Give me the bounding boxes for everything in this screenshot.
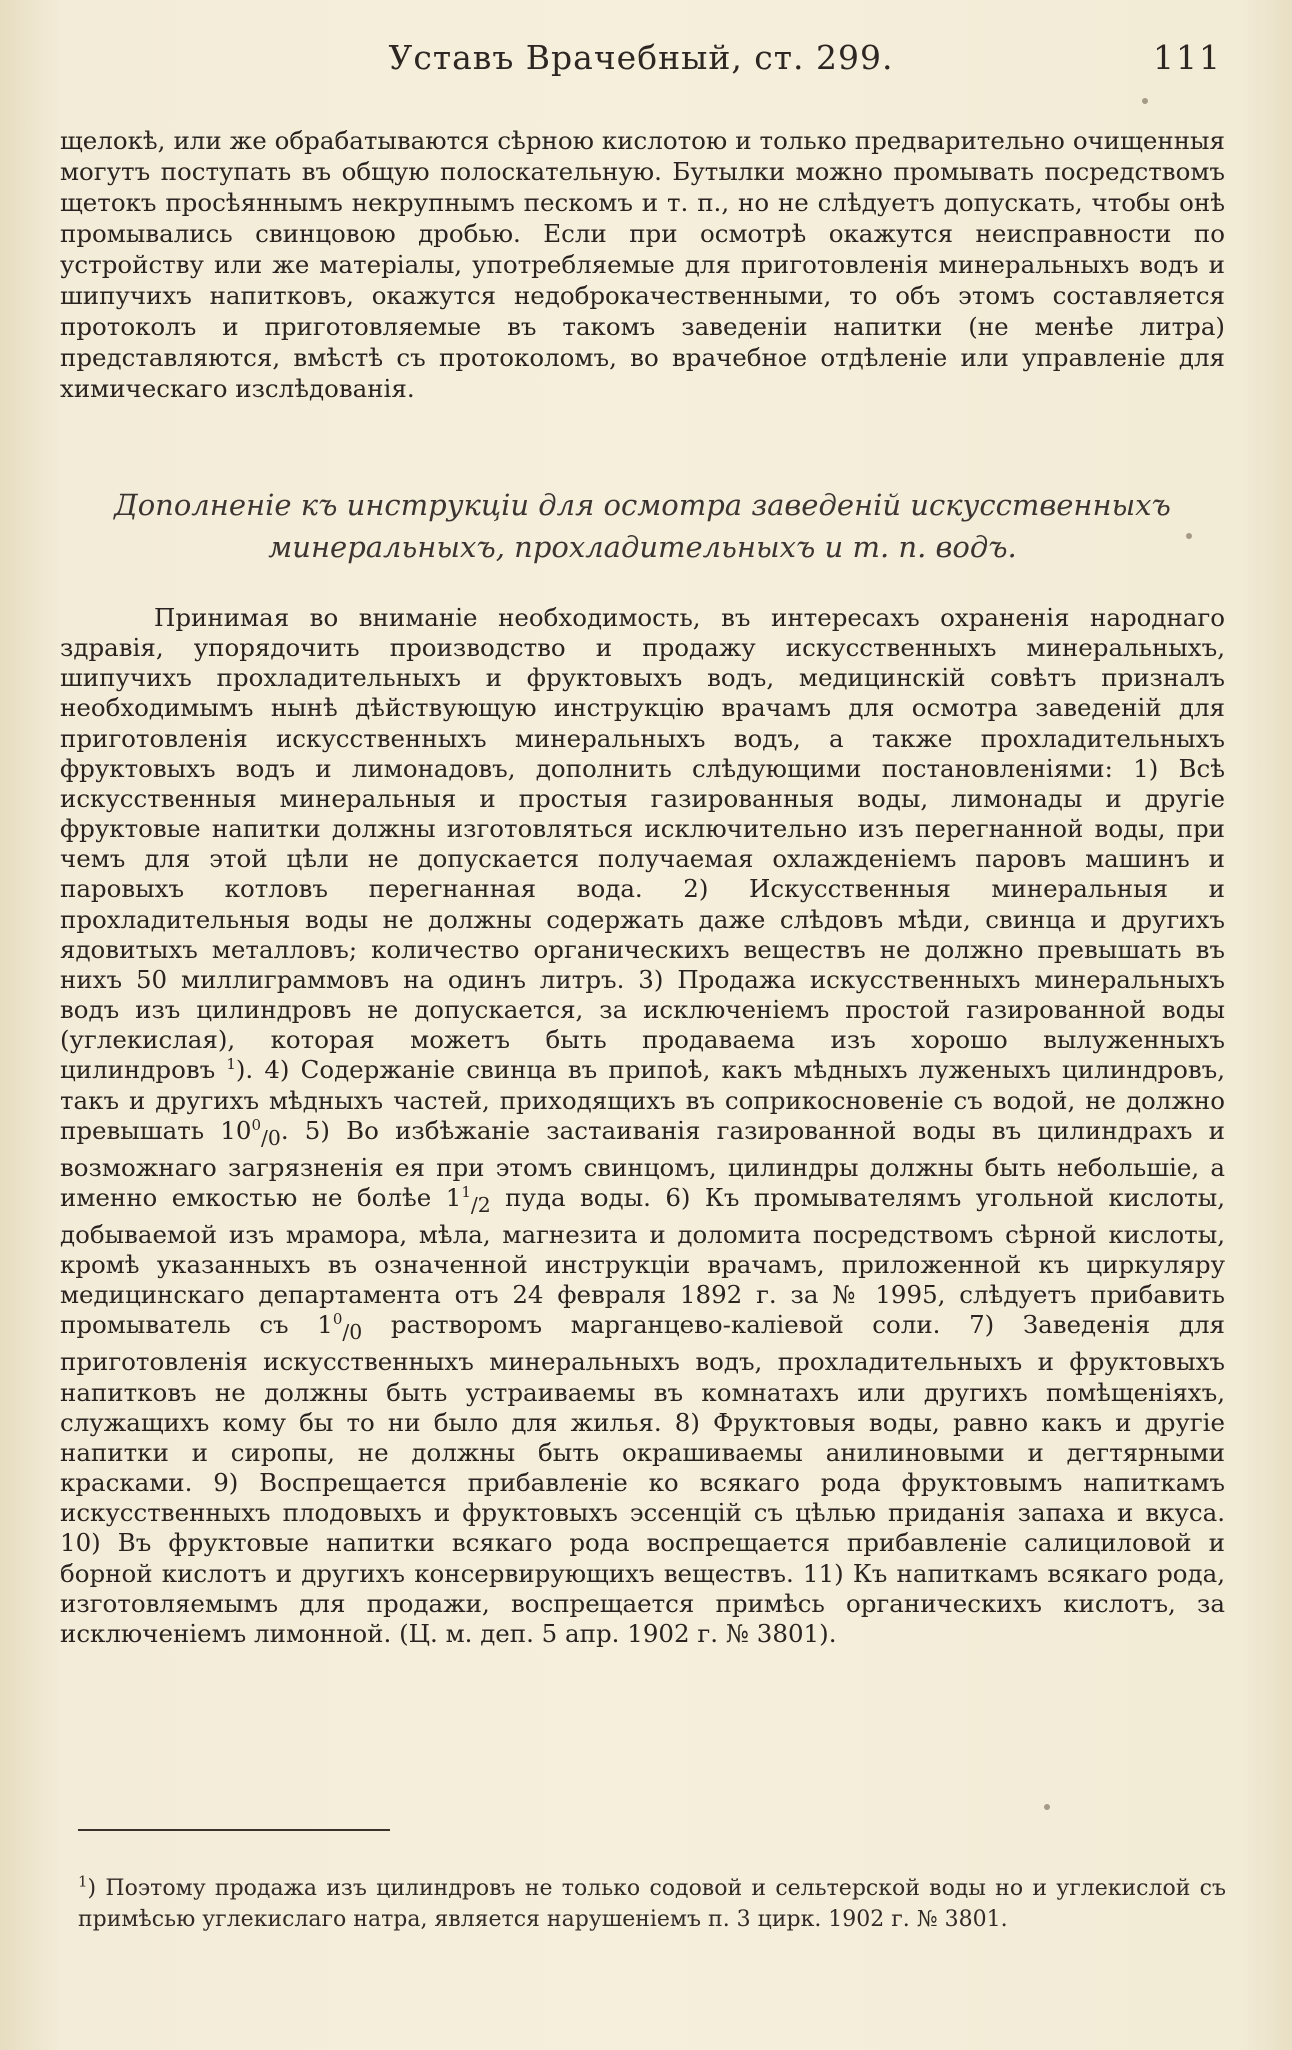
running-title: Уставъ Врачебный, ст. 299. bbox=[388, 38, 894, 77]
page-header bbox=[60, 38, 1222, 82]
footnote-reference: 1 bbox=[226, 1055, 236, 1074]
footnote-mark: 1 bbox=[78, 1872, 88, 1891]
paper-speck bbox=[1142, 98, 1148, 104]
paper-speck bbox=[1044, 1804, 1050, 1810]
page-number: 111 bbox=[1153, 38, 1222, 77]
text-run: . 5) Во избѣжаніе застаиванія газированной воды въ цилиндрахъ и возможнаго загрязненія ея при этомъ свинцомъ, цилиндры должны быть небольшіе, а именно емкостью не болѣе 1 bbox=[60, 1115, 1225, 1212]
text-run: пуда воды. 6) Къ промывателямъ угольной кислоты, добываемой изъ мрамора, мѣла, магнезита и доломита посредствомъ сѣрной кислоты, кромѣ указанныхъ въ означенной инструкціи врачамъ, приложенной къ циркуляру медицинскаго департамента отъ 24 февраля 1892 г. за № 1995, слѣдуетъ прибавить промыватель съ 1 bbox=[60, 1182, 1225, 1340]
section-heading-line-1: Дополненіе къ инструкціи для осмотра заведеній искусственныхъ bbox=[114, 488, 1171, 522]
main-paragraph bbox=[60, 603, 1225, 1649]
percent-sign-top: 0 bbox=[251, 1115, 261, 1134]
footnote bbox=[78, 1873, 1226, 1935]
paragraph-continued: щелокѣ, или же обрабатываются сѣрною кислотою и только предварительно очищенныя могутъ поступать въ общую полоскательную. Бутылки можно промывать посредствомъ щетокъ просѣяннымъ некрупнымъ пескомъ и т. п., но не слѣдуетъ допускать, чтобы онѣ промывались свинцовою дробью. Если при осмотрѣ окажутся неисправности по устройству или же матеріалы, употребляемые для приготовленія минеральныхъ водъ и шипучихъ напитковъ, окажутся недоброкачественными, то объ этомъ составляется протоколъ и приготовляемые въ такомъ заведеніи напитки (не менѣе литра) представляются, вмѣстѣ съ протоколомъ, во врачебное отдѣленіе или управленіе для химическаго изслѣдованія. bbox=[60, 126, 1225, 403]
percent-sign-bottom: /0 bbox=[342, 1320, 363, 1345]
text-run: ). 4) Содержаніе свинца въ припоѣ, какъ мѣдныхъ луженыхъ цилиндровъ, такъ и другихъ мѣдныхъ частей, приходящихъ въ соприкосновеніе съ водой, не должно превышать 10 bbox=[60, 1055, 1225, 1145]
text-run: растворомъ марганцево-каліевой соли. 7) Заведенія для приготовленія искусственныхъ минеральныхъ водъ, прохладительныхъ и фруктовыхъ напитковъ не должны быть устраиваемы въ комнатахъ или другихъ помѣщеніяхъ, служащихъ кому бы то ни было для жилья. 8) Фруктовыя воды, равно какъ и другіе напитки и сиропы, не должны быть окрашиваемы анилиновыми и дегтярными красками. 9) Воспрещается прибавленіе ко всякаго рода фруктовымъ напиткамъ искусственныхъ плодовыхъ и фруктовыхъ эссенцій съ цѣлью приданія запаха и вкуса. 10) Въ фруктовые напитки всякаго рода воспрещается прибавленіе салициловой и борной кислотъ и другихъ консервирующихъ веществъ. 11) Къ напиткамъ всякаго рода, изготовляемымъ для продажи, воспрещается примѣсь органическихъ кислотъ, за исключеніемъ лимонной. (Ц. м. деп. 5 апр. 1902 г. № 3801). bbox=[60, 1310, 1225, 1648]
percent-sign-top: 0 bbox=[332, 1310, 343, 1329]
section-heading-line-2: минеральныхъ, прохладительныхъ и т. п. водъ. bbox=[268, 530, 1017, 564]
paper-speck bbox=[1186, 533, 1192, 539]
text-run: Принимая во вниманіе необходимость, въ интересахъ охраненія народнаго здравія, упорядочить производство и продажу искусственныхъ минеральныхъ, шипучихъ прохладительныхъ и фруктовыхъ водъ, медицинскій совѣтъ призналъ необходимымъ нынѣ дѣйствующую инструкцію врачамъ для осмотра заведеній для приготовленія искусственныхъ минеральныхъ водъ, а также прохладительныхъ фруктовыхъ водъ и лимонадовъ, дополнить слѣдующими постановленіями: 1) Всѣ искусственныя минеральныя и простыя газированныя воды, лимонады и другіе фруктовые напитки должны изготовляться исключительно изъ перегнанной воды, при чемъ для этой цѣли не допускается получаемая охлажденіемъ паровъ машинъ и паровыхъ котловъ перегнанная вода. 2) Искусственныя минеральныя и прохладительныя воды не должны содержать даже слѣдовъ мѣди, свинца и другихъ ядовитыхъ металловъ; количество органическихъ веществъ не должно превышать въ нихъ 50 миллиграммовъ на одинъ литръ. 3) Продажа искусственныхъ минеральныхъ водъ изъ цилиндровъ не допускается, за исключеніемъ простой газированной воды (углекислая), которая можетъ быть продаваема изъ хорошо вылуженныхъ цилиндровъ bbox=[60, 603, 1225, 1085]
section-heading bbox=[60, 484, 1225, 568]
footnote-text: ) Поэтому продажа изъ цилиндровъ не только содовой и сельтерской воды но и углекислой съ примѣсью углекислаго натра, является нарушеніемъ п. 3 цирк. 1902 г. № 3801. bbox=[78, 1876, 1226, 1932]
footnote-separator bbox=[78, 1829, 390, 1831]
fraction-denominator: /2 bbox=[470, 1192, 491, 1217]
fraction-numerator: 1 bbox=[461, 1182, 471, 1201]
percent-sign-bottom: /0 bbox=[260, 1125, 281, 1150]
